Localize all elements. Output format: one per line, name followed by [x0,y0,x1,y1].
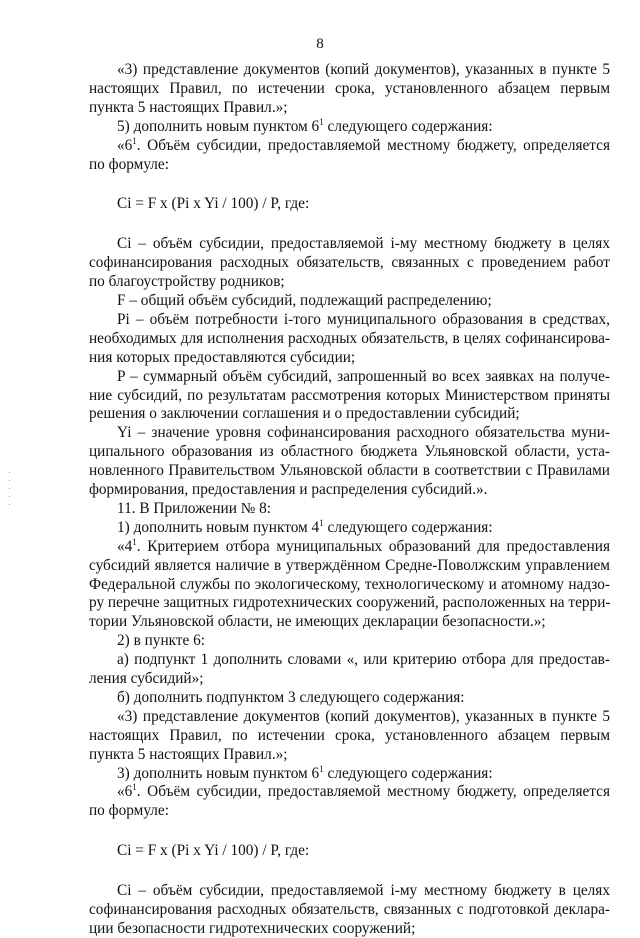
line-text: Pi – объём потребности i-того муниципального образования в средствах, [117,310,610,328]
line-text: Ci – объём субсидии, предоставляемой i-му местному бюджету в целях [117,882,610,900]
text-line [89,254,610,272]
line-text: Yi – значение уровня софинансирования расходного обязательства муни- [117,424,610,442]
line-text: «3) представление документов (копий документов), указанных в пункте 5 [117,707,610,725]
text-line [89,80,610,98]
line-text: по формуле: [89,155,169,173]
line-text: «4 [117,537,133,555]
line-text: по формуле: [89,802,169,820]
line-text: по благоустройству родников; [89,273,285,291]
superscript: 1 [132,536,137,547]
line-text: 1) дополнить новым пунктом 4 [117,518,320,536]
line-text: ния которых предоставляются субсидии; [89,348,356,366]
superscript: 1 [132,782,137,793]
line-text: F – общий объём субсидий, подлежащий распределению; [117,292,492,309]
text-line [89,99,288,117]
margin-mark [9,480,10,481]
text-line [89,901,610,919]
line-text: пункта 5 настоящих Правил.»; [89,745,288,763]
margin-mark [9,488,10,489]
line-text-continued: . Объём субсидии, предоставляемой местному бюджету, определяется [136,136,610,154]
text-line [117,368,610,386]
line-text-continued: . Объём субсидии, предоставляемой местному бюджету, определяется [136,783,610,801]
text-line [117,538,610,556]
text-line [89,802,169,820]
line-text: ние субсидий, по результатам рассмотрения которых Министерством приняты [89,386,610,404]
text-line [117,708,610,726]
text-line [89,594,610,612]
text-line [117,519,493,537]
text-line [89,330,610,348]
line-text-continued: следующего содержания: [323,117,493,135]
text-line [89,670,204,688]
line-text: ру перечне защитных гидротехнических сооружений, расположенных на терри- [89,594,611,612]
text-line [117,61,610,79]
line-text: необходимых для исполнения расходных обязательств, в целях софинансирова- [89,329,610,347]
margin-mark [9,472,10,473]
line-text: «3) представление документов (копий документов), указанных в пункте 5 [117,61,610,78]
text-line [117,292,492,310]
line-text: ции безопасности гидротехнических сооружений; [89,919,416,937]
line-text: Ci = F x (Pi x Yi / 100) / P, где: [117,842,310,860]
line-text: тории Ульяновской области, не имеющих декларации безопасности.»; [89,613,546,631]
text-line [117,765,493,783]
superscript: 1 [319,116,324,127]
line-text: настоящих Правил, по истечении срока, установленного абзацем первым [89,726,610,744]
line-text: решения о заключении соглашения и о предоставлении субсидий; [89,405,520,423]
line-text: Ci – объём субсидии, предоставляемой i-му местному бюджету в целях [117,235,610,253]
text-line [117,689,465,707]
text-line [117,651,610,669]
line-text: формирования, предоставления и распределения субсидий.». [89,481,488,498]
line-text: новленного Правительством Ульяновской области в соответствии с Правилами [89,462,610,480]
line-text: 2) в пункте 6: [117,632,206,650]
line-text: ления субсидий»; [89,670,204,687]
line-text-continued: . Критерием отбора муниципальных образований для предоставления [136,537,610,555]
line-text: 3) дополнить новым пунктом 6 [117,764,320,782]
text-line [89,443,610,461]
text-line [89,481,488,499]
text-line [89,387,610,405]
text-line [117,783,610,801]
line-text: ципального образования из областного бюджета Ульяновской области, уста- [89,443,610,461]
text-line [89,557,610,575]
line-text: настоящих Правил, по истечении срока, установленного абзацем первым [89,79,610,97]
line-text-continued: следующего содержания: [323,764,493,782]
line-text: субсидий является наличие в утверждённом Средне-Поволжским управлением [89,556,610,574]
line-text: P – суммарный объём субсидий, запрошенный во всех заявках на получе- [117,367,610,385]
text-line [89,349,355,367]
line-text: софинансирования расходных обязательств, связанных с проведением работ [89,254,610,272]
superscript: 1 [319,763,324,774]
superscript: 1 [319,517,324,528]
text-line [89,727,610,745]
line-text: софинансирования расходных обязательств, связанных с подготовкой деклара- [89,901,610,918]
text-line [89,462,610,480]
text-line [117,118,493,136]
superscript: 1 [132,135,137,146]
line-text: «6 [117,136,133,154]
line-text: Ci = F x (Pi x Yi / 100) / P, где: [117,195,310,213]
line-text: б) дополнить подпунктом 3 следующего содержания: [117,688,465,706]
text-line [117,882,610,900]
line-text: 11. В Приложении № 8: [117,499,272,517]
text-line [117,424,610,442]
line-text: Федеральной службы по экологическому, технологическому и атомному надзо- [89,575,610,593]
text-line [117,137,610,155]
text-line [117,311,610,329]
margin-mark [9,504,10,505]
text-line [89,746,288,764]
text-line [117,235,610,253]
text-line [89,405,520,423]
line-text: 5) дополнить новым пунктом 6 [117,117,320,135]
margin-mark [9,496,10,497]
line-text: пункта 5 настоящих Правил.»; [89,98,288,116]
line-text: «6 [117,783,133,801]
line-text: а) подпункт 1 дополнить словами «, или критерию отбора для предостав- [117,651,610,669]
text-line [89,576,610,594]
page-number: 8 [316,36,324,52]
text-line [89,156,169,174]
text-line [117,500,271,518]
text-line [89,920,415,938]
line-text-continued: следующего содержания: [323,518,493,536]
text-line [89,613,546,631]
text-line [117,842,309,860]
text-line [89,273,285,291]
text-line [117,195,309,213]
text-line [117,632,205,650]
